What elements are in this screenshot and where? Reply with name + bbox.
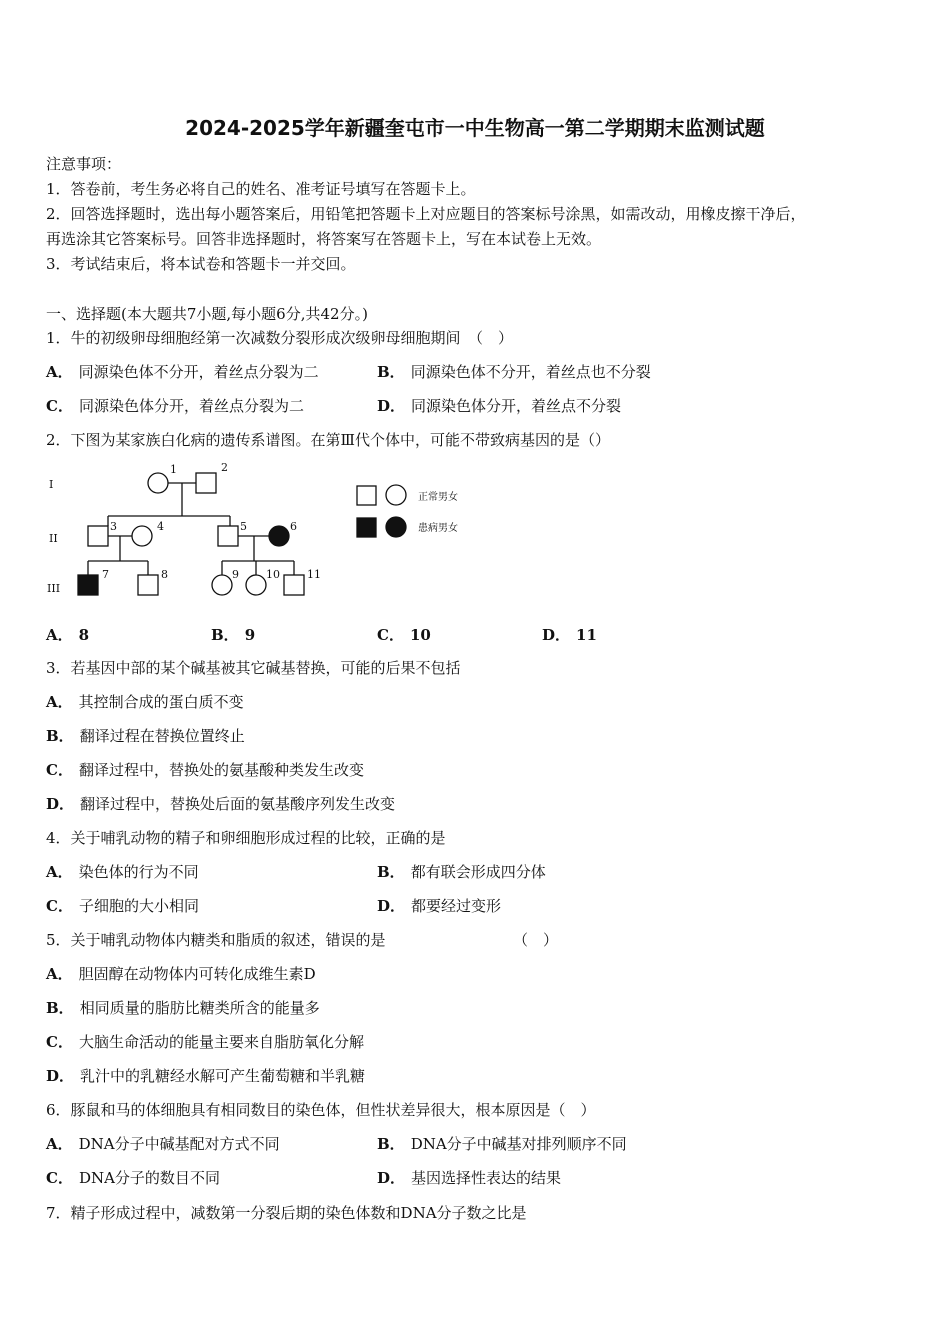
q6-option-c: C． DNA分子的数目不同 bbox=[46, 1169, 220, 1187]
q2-option-c: C． 10 bbox=[377, 626, 431, 644]
pedigree-chart bbox=[40, 458, 500, 608]
female-normal-10 bbox=[246, 575, 266, 595]
male-affected-7 bbox=[78, 575, 98, 595]
q5-option-d: D． 乳汁中的乳糖经水解可产生葡萄糖和半乳糖 bbox=[46, 1067, 366, 1085]
legend-female-affected bbox=[386, 517, 406, 537]
svg-text:2: 2 bbox=[221, 461, 228, 474]
q3-option-d: D． 翻译过程中，替换处后面的氨基酸序列发生改变 bbox=[46, 795, 396, 813]
svg-text:10: 10 bbox=[266, 568, 280, 581]
female-normal-9 bbox=[212, 575, 232, 595]
svg-text:7: 7 bbox=[102, 568, 109, 581]
svg-text:5: 5 bbox=[240, 520, 247, 533]
q1-option-b: B． 同源染色体不分开，着丝点也不分裂 bbox=[377, 363, 651, 381]
q2-option-d: D． 11 bbox=[542, 626, 597, 644]
notice-item: 2．回答选择题时，选出每小题答案后，用铅笔把答题卡上对应题目的答案标号涂黑，如需改动，用橡皮擦干净后， bbox=[46, 205, 806, 223]
male-normal-3 bbox=[88, 526, 108, 546]
q6-option-a: A． DNA分子中碱基配对方式不同 bbox=[46, 1135, 280, 1153]
female-normal-4 bbox=[132, 526, 152, 546]
q3-option-c: C． 翻译过程中，替换处的氨基酸种类发生改变 bbox=[46, 761, 364, 779]
page-title: 2024-2025学年新疆奎屯市一中生物高一第二学期期末监测试题 bbox=[185, 116, 765, 140]
q1-stem: 1．牛的初级卵母细胞经第一次减数分裂形成次级卵母细胞期间 （ ） bbox=[46, 329, 514, 347]
q6-stem: 6．豚鼠和马的体细胞具有相同数目的染色体，但性状差异很大，根本原因是（ ） bbox=[46, 1101, 596, 1119]
generation-label: II bbox=[49, 532, 58, 545]
legend-normal-label: 正常男女 bbox=[418, 492, 458, 503]
q5-stem: 5．关于哺乳动物体内糖类和脂质的叙述，错误的是 （ ） bbox=[46, 931, 559, 949]
section-heading: 一、选择题(本大题共7小题,每小题6分,共42分。) bbox=[46, 305, 368, 323]
svg-text:11: 11 bbox=[307, 568, 321, 581]
q4-option-c: C． 子细胞的大小相同 bbox=[46, 897, 199, 915]
q4-option-a: A． 染色体的行为不同 bbox=[46, 863, 199, 881]
generation-label: III bbox=[47, 582, 61, 595]
q1-option-c: C． 同源染色体分开，着丝点分裂为二 bbox=[46, 397, 304, 415]
q2-option-b: B． 9 bbox=[211, 626, 256, 644]
male-normal-2 bbox=[196, 473, 216, 493]
q5-option-a: A． 胆固醇在动物体内可转化成维生素D bbox=[46, 965, 316, 983]
svg-text:8: 8 bbox=[161, 568, 168, 581]
svg-text:6: 6 bbox=[290, 520, 297, 533]
q3-option-b: B． 翻译过程在替换位置终止 bbox=[46, 727, 245, 745]
notice-heading: 注意事项： bbox=[46, 155, 122, 173]
q4-stem: 4．关于哺乳动物的精子和卵细胞形成过程的比较，正确的是 bbox=[46, 829, 446, 847]
notice-item: 再选涂其它答案标号。回答非选择题时，将答案写在答题卡上，写在本试卷上无效。 bbox=[46, 230, 602, 248]
q4-option-b: B． 都有联会形成四分体 bbox=[377, 863, 546, 881]
q3-stem: 3．若基因中部的某个碱基被其它碱基替换，可能的后果不包括 bbox=[46, 659, 461, 677]
female-affected-6 bbox=[269, 526, 289, 546]
q4-option-d: D． 都要经过变形 bbox=[377, 897, 502, 915]
q7-stem: 7．精子形成过程中，减数第一分裂后期的染色体数和DNA分子数之比是 bbox=[46, 1204, 527, 1222]
q1-option-d: D． 同源染色体分开，着丝点不分裂 bbox=[377, 397, 622, 415]
legend-male-normal bbox=[357, 486, 376, 505]
svg-text:9: 9 bbox=[232, 568, 239, 581]
q6-option-b: B． DNA分子中碱基对排列顺序不同 bbox=[377, 1135, 627, 1153]
female-normal-1 bbox=[148, 473, 168, 493]
q2-option-a: A． 8 bbox=[46, 626, 90, 644]
legend-male-affected bbox=[357, 518, 376, 537]
q5-option-b: B． 相同质量的脂肪比糖类所含的能量多 bbox=[46, 999, 320, 1017]
notice-item: 3．考试结束后，将本试卷和答题卡一并交回。 bbox=[46, 255, 356, 273]
male-normal-5 bbox=[218, 526, 238, 546]
svg-text:4: 4 bbox=[157, 520, 164, 533]
legend-female-normal bbox=[386, 485, 406, 505]
q3-option-a: A． 其控制合成的蛋白质不变 bbox=[46, 693, 244, 711]
notice-item: 1．答卷前，考生务必将自己的姓名、准考证号填写在答题卡上。 bbox=[46, 180, 476, 198]
q6-option-d: D． 基因选择性表达的结果 bbox=[377, 1169, 562, 1187]
generation-label: I bbox=[49, 478, 54, 491]
male-normal-8 bbox=[138, 575, 158, 595]
q1-option-a: A． 同源染色体不分开，着丝点分裂为二 bbox=[46, 363, 319, 381]
q5-option-c: C． 大脑生命活动的能量主要来自脂肪氧化分解 bbox=[46, 1033, 364, 1051]
q2-stem: 2．下图为某家族白化病的遗传系谱图。在第Ⅲ代个体中，可能不带致病基因的是（） bbox=[46, 431, 611, 449]
male-normal-11 bbox=[284, 575, 304, 595]
svg-text:1: 1 bbox=[170, 463, 177, 476]
legend-affected-label: 患病男女 bbox=[418, 523, 458, 534]
svg-text:3: 3 bbox=[110, 520, 117, 533]
